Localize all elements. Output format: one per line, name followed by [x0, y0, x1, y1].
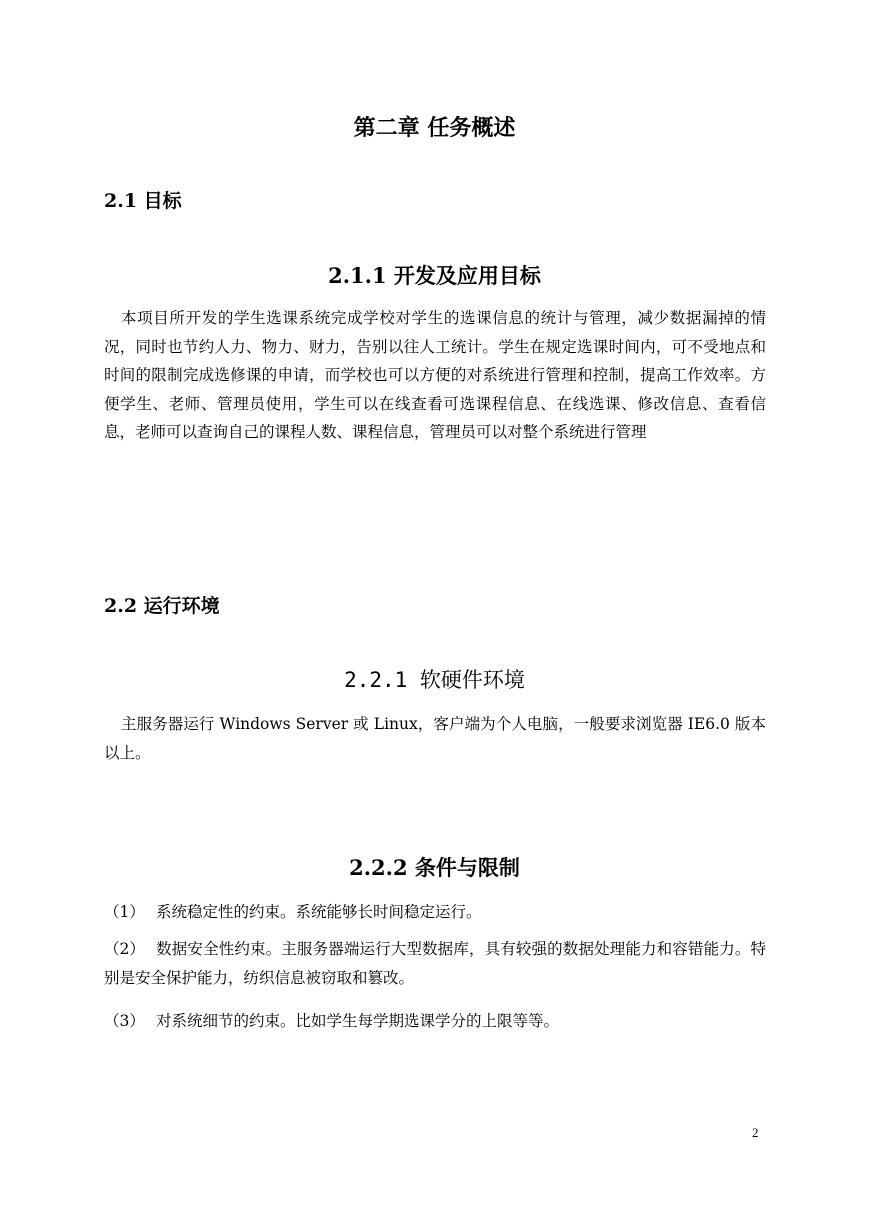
list-item-number: （1） — [104, 903, 145, 921]
list-item — [104, 1007, 766, 1036]
list-item — [104, 935, 766, 992]
chapter-title: 第二章 任务概述 — [353, 115, 516, 141]
section-heading-2-1: 2.1 目标 — [104, 190, 182, 212]
list-item-text: 系统稳定性的约束。系统能够长时间稳定运行。 — [156, 903, 482, 921]
page-number: 2 — [752, 1125, 759, 1140]
list-item-text: 数据安全性约束。主服务器端运行大型数据库，具有较强的数据处理能力和容错能力。特别是安全保护能力，纺织信息被窃取和篡改。 — [104, 940, 766, 987]
list-item-number: （2） — [104, 940, 145, 958]
paragraph-development-goals: 本项目所开发的学生选课系统完成学校对学生的选课信息的统计与管理，减少数据漏掉的情况，同时也节约人力、物力、财力，告别以往人工统计。学生在规定选课时间内，可不受地点和时间的限制完成选修课的申请，而学校也可以方便的对系统进行管理和控制，提高工作效率。方便学生、老师、管理员使用，学生可以在线查看可选课程信息、在线选课、修改信息、查看信息，老师可以查询自己的课程人数、课程信息，管理员可以对整个系统进行管理 — [104, 309, 766, 441]
subsection-heading-2-2-1: 2.2.1 软硬件环境 — [344, 668, 525, 692]
subsection-heading-2-1-1: 2.1.1 开发及应用目标 — [328, 263, 541, 288]
paragraph-software-hardware: 主服务器运行 Windows Server 或 Linux，客户端为个人电脑，一般要求浏览器 IE6.0 版本以上。 — [104, 715, 766, 762]
list-item-number: （3） — [104, 1012, 145, 1030]
section-heading-2-2: 2.2 运行环境 — [104, 595, 220, 617]
list-item — [104, 898, 766, 927]
list-item-text: 对系统细节的约束。比如学生每学期选课学分的上限等等。 — [156, 1012, 560, 1030]
subsection-heading-2-2-2: 2.2.2 条件与限制 — [349, 855, 520, 880]
